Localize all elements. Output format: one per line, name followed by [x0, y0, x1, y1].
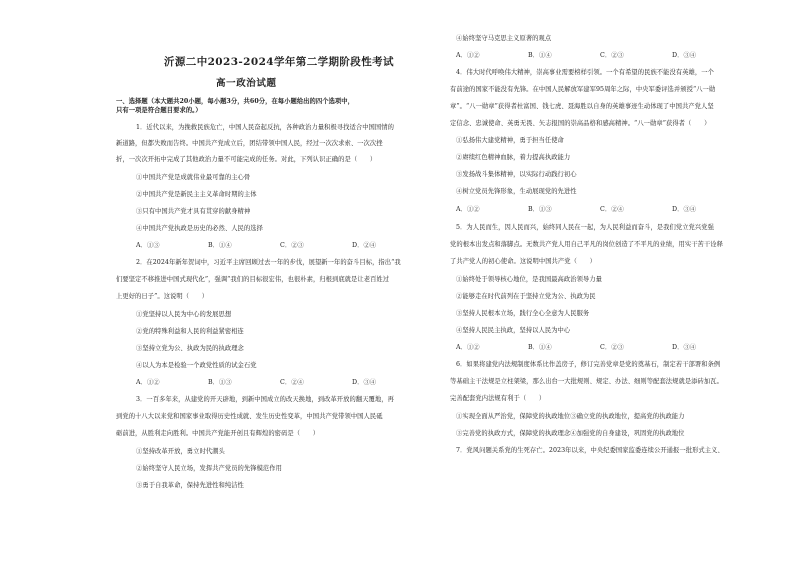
q3-option-b[interactable]: B．①④: [528, 52, 552, 59]
q2-option-b[interactable]: B．①③: [208, 379, 232, 386]
q3-item-1: ①坚持改革开放，勇立时代潮头: [136, 448, 225, 455]
q2-option-a[interactable]: A．①②: [136, 379, 160, 386]
q4-stem-1: 4．伟大时代呼唤伟大精神，崇高事业需要榜样引领。一个有希望的民族不能没有英雄，一个: [456, 69, 714, 76]
q1-option-d[interactable]: D．②④: [352, 242, 377, 249]
q2-item-3: ③坚持立党为公、执政为民的执政理念: [136, 345, 244, 352]
q5-item-1: ①始终处于领导核心地位，是我国最高政治领导力量: [456, 276, 602, 283]
q4-stem-2: 有前途的国家不能没有先锋。在中国人民解放军建军95周年之际，中央军委评选并颁授“八一勋: [450, 86, 716, 93]
q1-option-c[interactable]: C．②③: [280, 242, 304, 249]
q4-option-b[interactable]: B．①③: [528, 206, 552, 213]
q5-item-4: ④坚持人民民主执政，坚持以人民为中心: [456, 327, 571, 334]
section-heading: 一、选择题（本大题共20小题，每小题3分，共60分，在每小题给出的四个选项中，: [116, 98, 354, 105]
q4-item-4: ④树立党员先锋形象，生动展现党的先进性: [456, 188, 577, 195]
q4-stem-3: 章”。“八一勋章”获得者杜富国、钱七虎、聂海胜以自身的英雄事迹生动体现了中国共产党人坚: [450, 103, 714, 110]
q5-option-b[interactable]: B．①④: [528, 344, 552, 351]
q2-item-2: ②党的特殊利益和人民的利益紧密相连: [136, 328, 244, 335]
q2-item-1: ①党坚持以人民为中心的发展思想: [136, 311, 232, 318]
q7-stem-1: 7．党风问题关系党的生死存亡。2023年以来，中央纪委国家监委连续公开通报一批形式主义、: [456, 447, 724, 454]
q6-stem-3: 完善配套党内法规有利于（ ）: [450, 395, 546, 402]
q3-item-2: ②始终坚守人民立场，发挥共产党员的先锋模范作用: [136, 465, 282, 472]
q5-option-d[interactable]: D．③④: [672, 344, 697, 351]
q4-option-c[interactable]: C．②④: [600, 206, 624, 213]
q1-option-a[interactable]: A．①③: [136, 242, 160, 249]
q5-item-2: ②能够走在时代前列在于坚持立党为公、执政为民: [456, 293, 596, 300]
q4-item-3: ③发扬战斗集体精神，以实际行动践行初心: [456, 171, 577, 178]
q3-stem-3: 砺前进，从胜利走向胜利。中国共产党能开创且有辉煌的密码是（ ）: [116, 430, 320, 437]
exam-title: 沂源二中2023-2024学年第二学期阶段性考试: [164, 56, 394, 68]
q1-stem-3: 折，一次次开拓中完成了其他政治力量不可能完成的任务。对此，下列认识正确的是（ ）: [116, 156, 377, 163]
q2-stem-1: 2．在2024年新年贺词中，习近平主席回顾过去一年的步伐，展望新一年的奋斗目标，指出“我: [136, 259, 401, 266]
q3-options: [456, 52, 696, 60]
q3-option-a[interactable]: A．①②: [456, 52, 480, 59]
q2-item-4: ④以人为本是检验一个政党性质的试金石党: [136, 362, 257, 369]
q1-options: [136, 242, 376, 250]
q1-item-3: ③只有中国共产党才具有贯穿的献身精神: [136, 208, 251, 215]
q4-stem-4: 定信念、忠诚使命、英勇无畏、矢志报国的崇高品格和感高精神。“八一勋章”获得者（ ）: [450, 120, 711, 127]
q5-stem-1: 5．为人民而生，因人民而兴，始终同人民在一起，为人民利益而奋斗，是我们党立党兴党强: [456, 224, 714, 231]
exam-subtitle: 高一政治试题: [216, 78, 277, 89]
q2-stem-2: 们要坚定不移推进中国式现代化”，强调“我们的目标很宏伟，也很朴素，归根到底就是让老百姓过: [116, 276, 390, 283]
q1-option-b[interactable]: B．①④: [208, 242, 232, 249]
q5-stem-3: 了共产党人的初心使命。这说明中国共产党（ ）: [450, 258, 596, 265]
q2-option-d[interactable]: D．③④: [352, 379, 377, 386]
q3-stem-1: 3．一百多年来，从建党的开天辟地，到新中国成立的改天换地，到改革开放的翻天覆地，再: [136, 396, 394, 403]
q1-stem-2: 新道路，但都失败而告终。中国共产党成立后，团结带领中国人民，经过一次次求索、一次次挫: [116, 140, 383, 147]
q2-option-c[interactable]: C．②④: [280, 379, 304, 386]
q6-item-2: ③完善党的执政方式，保障党的执政理念④加强党的自身建设，巩固党的执政地位: [456, 430, 685, 437]
q1-item-2: ②中国共产党是新民主主义革命时期的主体: [136, 191, 257, 198]
q6-stem-1: 6．如果将建党内法规制度体系比作盖房子，修订完善党章是党的奠基石，制定若干部署和条例: [456, 361, 721, 368]
q4-item-1: ①弘扬伟大建党精神，勇于担当任使命: [456, 137, 564, 144]
section-heading-cont: 只有一项是符合题目要求的。）: [116, 107, 202, 114]
q1-item-4: ④中国共产党执政是历史的必然、人民的选择: [136, 225, 263, 232]
q6-item-1: ①实现全面从严治党，保障党的执政地位③确立党的执政地位，提高党的执政能力: [456, 413, 685, 420]
q4-option-d[interactable]: D．③④: [672, 206, 697, 213]
q5-options: [456, 344, 696, 352]
q1-stem-1: 1．近代以来，为挽救民族危亡，中国人民奋起反抗，各种政治力量积极寻找适合中国国情的: [136, 124, 394, 131]
q3-option-d[interactable]: D．③④: [672, 52, 697, 59]
q4-item-2: ②赓续红色精神血脉，着力提高执政能力: [456, 154, 571, 161]
q3-item-3: ③勇于自我革命，保持先进性和纯洁性: [136, 482, 244, 489]
q3-option-c[interactable]: C．②③: [600, 52, 624, 59]
q5-option-a[interactable]: A．①②: [456, 344, 480, 351]
q2-options: [136, 379, 376, 387]
q5-item-3: ③坚持人民根本立场，践行全心全意为人民服务: [456, 310, 590, 317]
q2-stem-3: 上更好的日子”。这说明（ ）: [116, 293, 209, 300]
q4-options: [456, 206, 696, 214]
q4-option-a[interactable]: A．①②: [456, 206, 480, 213]
q3-stem-2: 到党的十八大以来党和国家事业取得历史性成就、发生历史性变革，中国共产党带领中国人民砥: [116, 413, 383, 420]
q3-item-4: ④始终坚守马克思主义原著的观点: [456, 35, 552, 42]
q1-item-1: ①中国共产党是成就伟业最可靠的主心骨: [136, 174, 251, 181]
q5-option-c[interactable]: C．②③: [600, 344, 624, 351]
q6-stem-2: 等基础主干法规是立柱架梁，那么出台一大批规则、规定、办法、细则等配套法规就是添砖加瓦。: [450, 378, 723, 385]
q5-stem-2: 党的根本出发点和落脚点。无数共产党人用自己平凡的岗位创造了不平凡的业绩，用实干苦干诠释: [450, 241, 723, 248]
